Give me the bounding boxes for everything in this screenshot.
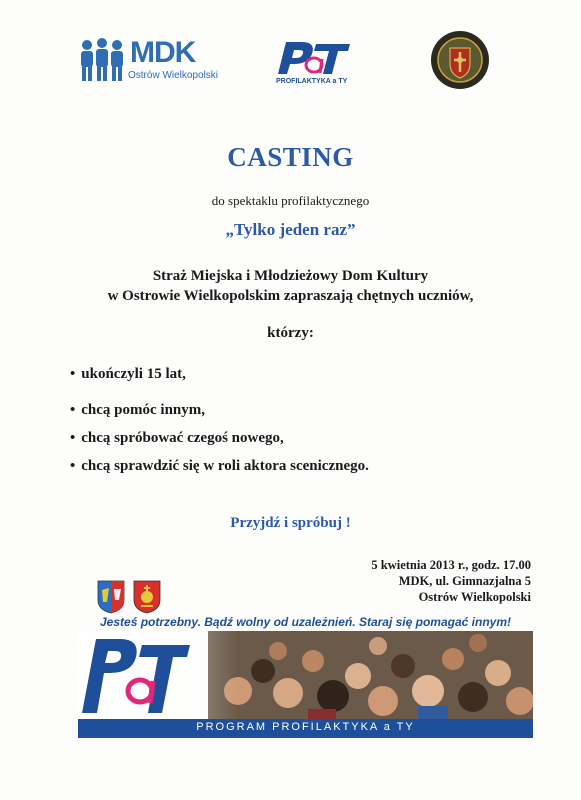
bullet-icon: • bbox=[70, 402, 76, 418]
mdk-logo-text: MDK bbox=[130, 36, 196, 69]
criteria-text: chcą pomóc innym, bbox=[81, 402, 206, 418]
criteria-item bbox=[70, 430, 284, 447]
banner-slogan: Jesteś potrzebny. Bądź wolny od uzależnień. Staraj się pomagać innym! bbox=[100, 615, 511, 629]
criteria-text: chcą sprawdzić się w roli aktora scenicznego. bbox=[81, 458, 369, 474]
county-coat-of-arms-icon bbox=[97, 580, 125, 614]
mdk-logo bbox=[78, 36, 219, 86]
criteria-text: ukończyli 15 lat, bbox=[81, 366, 186, 382]
pat-logo-caption: PROFILAKTYKA a TY bbox=[276, 78, 348, 85]
bullet-icon: • bbox=[70, 366, 76, 382]
mdk-city: Ostrów Wielkopolski bbox=[128, 70, 219, 81]
page-title: CASTING bbox=[227, 142, 354, 172]
city-guard-badge-icon bbox=[430, 30, 490, 90]
crowd-photo bbox=[78, 631, 533, 721]
event-city: Ostrów Wielkopolski bbox=[418, 590, 531, 604]
bullet-icon: • bbox=[70, 430, 76, 446]
play-title: „Tylko jeden raz” bbox=[225, 220, 356, 239]
criteria-text: chcą spróbować czegoś nowego, bbox=[81, 430, 284, 446]
event-venue: MDK, ul. Gimnazjalna 5 bbox=[398, 574, 531, 588]
program-name: PROGRAM PROFILAKTYKA a TY bbox=[196, 721, 415, 733]
pat-logo bbox=[272, 38, 364, 90]
event-date-time: 5 kwietnia 2013 r., godz. 17.00 bbox=[371, 558, 531, 572]
organizers-line-2: w Ostrowie Wielkopolskim zapraszają chętnych uczniów, bbox=[107, 288, 474, 304]
bullet-icon: • bbox=[70, 458, 76, 474]
program-banner bbox=[78, 615, 533, 740]
criteria-item bbox=[70, 458, 369, 475]
mdk-people-icon bbox=[78, 38, 126, 82]
criteria-item bbox=[70, 402, 205, 419]
organizers-line-1: Straż Miejska i Młodzieżowy Dom Kultury bbox=[152, 268, 429, 284]
pat-logo-icon bbox=[272, 38, 364, 78]
criteria-heading: którzy: bbox=[267, 325, 314, 341]
call-to-action: Przyjdź i spróbuj ! bbox=[230, 515, 351, 531]
subtitle: do spektaklu profilaktycznego bbox=[211, 193, 370, 208]
city-coat-of-arms-icon bbox=[133, 580, 161, 614]
criteria-item bbox=[70, 366, 186, 383]
